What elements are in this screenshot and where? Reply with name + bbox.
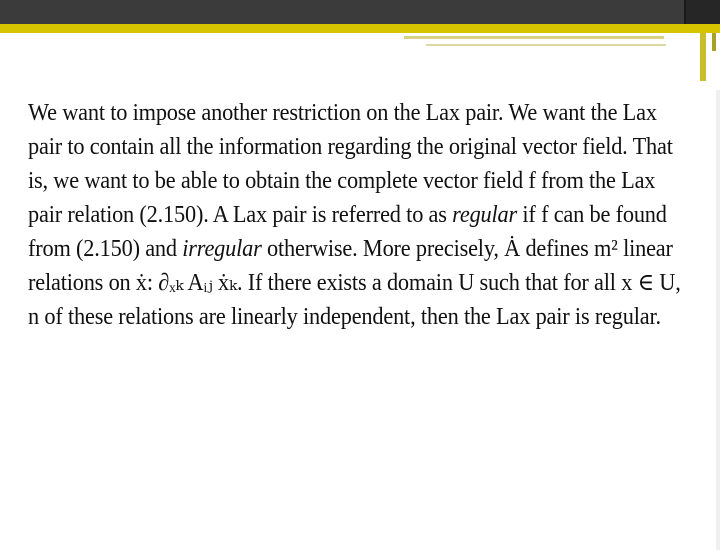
text-line-4	[28, 198, 668, 232]
header-corner-block	[684, 0, 720, 24]
term-irregular: irregular	[182, 236, 262, 262]
text-line-5	[28, 232, 673, 266]
text-line-4-post: if f can be found	[517, 202, 667, 228]
text-line-4-pre: pair relation (2.150). A Lax pair is referred to as	[28, 202, 453, 228]
text-line-7: n of these relations are linearly independent, then the Lax pair is regular.	[28, 304, 661, 330]
text-block	[28, 96, 716, 334]
text-line-3: is, we want to be able to obtain the complete vector field f from the Lax	[28, 168, 656, 194]
term-regular: regular	[452, 202, 518, 228]
gold-accent-vertical-thin	[712, 33, 716, 51]
decorative-line-upper	[404, 36, 664, 39]
gold-accent-stripe	[0, 24, 720, 33]
gold-accent-vertical	[700, 33, 706, 81]
text-line-1: We want to impose another restriction on the Lax pair. We want the Lax	[28, 100, 657, 126]
slide-header-bar	[0, 0, 720, 24]
text-line-5-pre: from (2.150) and	[28, 236, 183, 262]
text-line-2: pair to contain all the information regarding the original vector field. That	[28, 134, 673, 160]
text-line-5-post: otherwise. More precisely, Ȧ defines m² linear	[261, 236, 673, 262]
slide-right-edge	[716, 90, 720, 550]
decorative-line-lower	[426, 44, 666, 46]
text-line-6: relations on ẋ: ∂ₓₖ Aᵢⱼ ẋₖ. If there exists a domain U such that for all x ∈ U,	[28, 270, 681, 296]
